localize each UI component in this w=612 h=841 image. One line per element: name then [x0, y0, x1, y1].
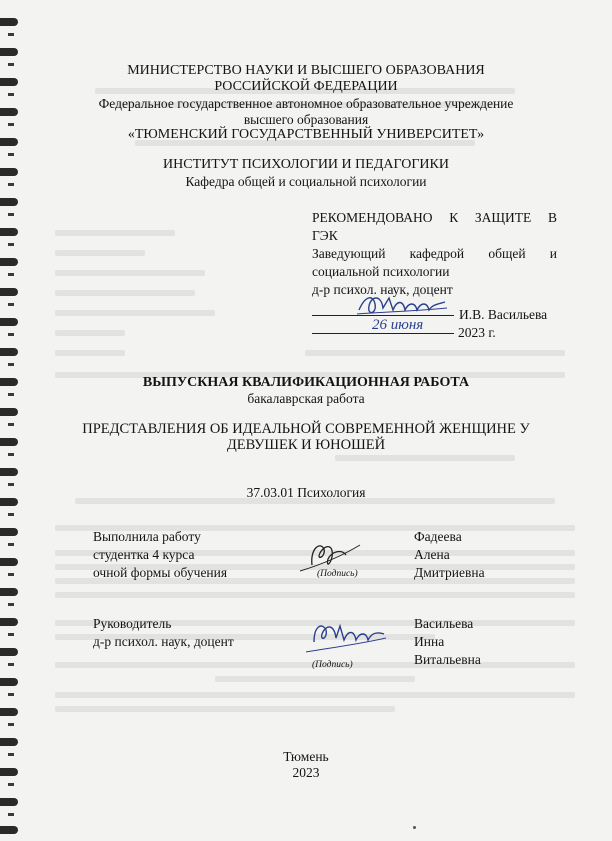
supervisor-surname: Васильева: [414, 616, 474, 631]
date-line: [312, 333, 454, 334]
institution-line-1: Федеральное государственное автономное образовательное учреждение: [98, 96, 514, 111]
specialty-code: 37.03.01 Психология: [246, 485, 366, 500]
supervisor-patronymic: Витальевна: [414, 652, 481, 667]
approval-line-4: социальной психологии: [312, 264, 450, 279]
author-role-3: очной формы обучения: [93, 565, 228, 580]
ministry-line-2: РОССИЙСКОЙ ФЕДЕРАЦИИ: [214, 79, 398, 94]
author-surname: Фадеева: [414, 529, 462, 544]
thesis-subtype: бакалаврская работа: [247, 391, 365, 406]
author-role-1: Выполнила работу: [93, 529, 201, 544]
year: 2023: [292, 765, 320, 780]
author-name: Алена: [414, 547, 450, 562]
department-name: Кафедра общей и социальной психологии: [185, 174, 427, 189]
author-role-2: студентка 4 курса: [93, 547, 195, 562]
approval-year: 2023 г.: [458, 325, 496, 340]
head-name: И.В. Васильева: [459, 307, 548, 322]
approval-line-3: Заведующий кафедрой общей и: [312, 246, 557, 261]
thesis-type: ВЫПУСКНАЯ КВАЛИФИКАЦИОННАЯ РАБОТА: [142, 375, 470, 390]
supervisor-role-1: Руководитель: [93, 616, 172, 631]
thesis-title-line-1: ПРЕДСТАВЛЕНИЯ ОБ ИДЕАЛЬНОЙ СОВРЕМЕННОЙ ЖЕНЩИНЕ У: [82, 421, 530, 437]
head-signature: [355, 290, 450, 320]
approval-line-2: ГЭК: [312, 228, 338, 243]
thesis-title-line-2: ДЕВУШЕК И ЮНОШЕЙ: [226, 437, 386, 453]
approval-date-handwritten: 26 июня: [372, 317, 424, 333]
supervisor-signature: [300, 618, 390, 658]
supervisor-name: Инна: [414, 634, 445, 649]
institution-line-2: высшего образования: [243, 112, 369, 127]
supervisor-role-2: д-р психол. наук, доцент: [93, 634, 234, 649]
approval-line-1: РЕКОМЕНДОВАНО К ЗАЩИТЕ В: [312, 210, 557, 225]
approval-line-5: д-р психол. наук, доцент: [312, 282, 453, 297]
author-signature-caption: (Подпись): [317, 569, 358, 579]
institute-name: ИНСТИТУТ ПСИХОЛОГИИ И ПЕДАГОГИКИ: [163, 157, 449, 172]
supervisor-signature-caption: (Подпись): [312, 660, 353, 670]
author-patronymic: Дмитриевна: [414, 565, 485, 580]
speck: [413, 826, 416, 829]
ministry-line-1: МИНИСТЕРСТВО НАУКИ И ВЫСШЕГО ОБРАЗОВАНИЯ: [127, 63, 485, 78]
city: Тюмень: [283, 749, 329, 764]
university-name: «ТЮМЕНСКИЙ ГОСУДАРСТВЕННЫЙ УНИВЕРСИТЕТ»: [127, 127, 485, 142]
